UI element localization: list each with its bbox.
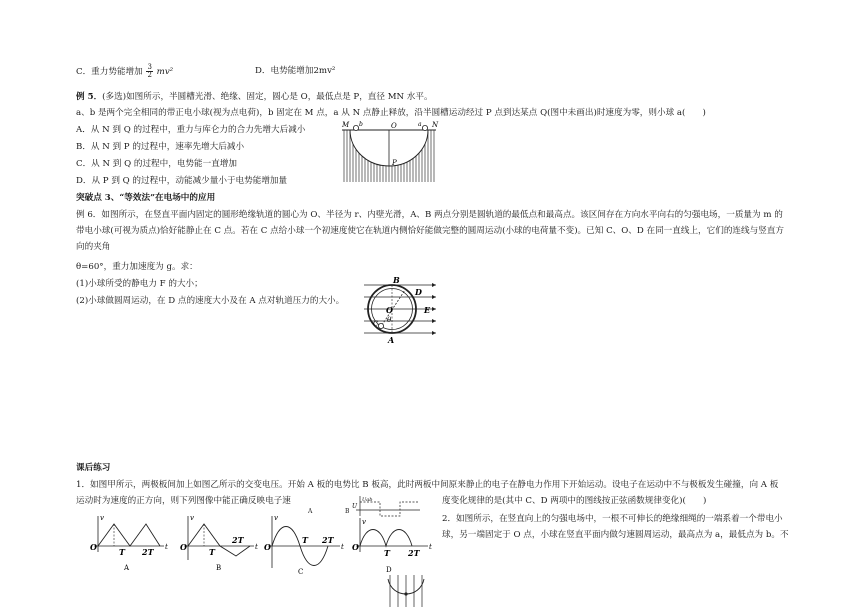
graph-c-v-label: v: [274, 514, 278, 522]
graph-d-origin: O: [352, 542, 359, 552]
label-n: N: [432, 121, 439, 129]
graph-a-caption: A: [124, 564, 130, 572]
example6-line4: θ=60°，重力加速度为 g。求：: [76, 262, 198, 272]
label-a: a: [418, 121, 422, 128]
practice-p2-line1: 2．如图所示，在竖直向上的匀强电场中，一根不可伸长的绝缘细绳的一端系着一个带电小: [442, 514, 783, 524]
label-a-bottom: A: [388, 335, 395, 345]
graph-c: [262, 512, 352, 582]
example5-option-d: D．从 P 到 Q 的过程中，动能减少量小于电势能增加量: [76, 176, 288, 186]
pendulum-ball: [404, 592, 407, 595]
graph-c-origin: O: [264, 542, 271, 552]
ball-b: [353, 125, 358, 130]
graph-d-2t-label: 2T: [408, 548, 420, 558]
example6-line1: 例 6．如图所示，在竖直平面内固定的圆形绝缘轨道的圆心为 O、半径为 r、内壁光滑，A、B 两点分别是圆轨道的最低点和最高点。该区间存在方向水平向右的匀强电场，一质量为 m 的: [76, 210, 783, 220]
label-c: C: [373, 320, 379, 328]
option-d-top: D．电势能增加2mv²: [255, 66, 336, 76]
practice-p2-line2: 球，另一端固定于 O 点，小球在竖直平面内做匀速圆周运动，最高点为 a，最低点为 b。不: [442, 530, 789, 540]
section3-heading: 突破点 3、“等效法”在电场中的应用: [76, 193, 216, 203]
plate-label-b: B: [345, 508, 350, 515]
graph-b-v-label: v: [190, 514, 194, 522]
ball-a: [422, 125, 427, 130]
graph-d-caption: D: [386, 566, 392, 574]
graph-a-curve: [98, 524, 160, 546]
graph-c-caption: C: [298, 568, 304, 576]
graph-b-axis-t: t: [255, 543, 258, 551]
graph-d-t-label: T: [384, 548, 390, 558]
label-b: b: [359, 121, 363, 128]
bottom-pendulum-figure: [380, 565, 430, 607]
graph-b: [178, 512, 268, 582]
example6-q2: (2)小球做圆周运动，在 D 点的速度大小及在 A 点对轨道压力的大小。: [76, 296, 345, 306]
label-o: O: [391, 122, 397, 130]
graph-a-origin: O: [90, 542, 97, 552]
label-theta: θ: [387, 316, 392, 324]
voltage-u-mark: U: [352, 503, 358, 510]
example6-line3: 向的夹角: [76, 242, 111, 252]
graph-b-origin: O: [180, 542, 187, 552]
graph-d-v-label: v: [362, 518, 366, 526]
example6-line2: 带电小球(可视为质点)恰好能静止在 C 点。若在 C 点给小球一个初速度使它在轨道内侧恰好能做完整的圆周运动(小球的电荷量不变)。已知 C、O、D 在同一直线上，它们的连线与竖直方: [76, 226, 784, 236]
graph-c-t-label: T: [302, 535, 308, 545]
graph-b-t-label: T: [209, 547, 215, 557]
graph-a-2t-label: 2T: [142, 547, 154, 557]
practice-p1-continued: 度变化规律的是(其中 C、D 两项中的图线按正弦函数规律变化)( ): [442, 496, 707, 506]
graph-a-axis-t: t: [165, 543, 168, 551]
example5-option-b: B．从 N 到 P 的过程中，速率先增大后减小: [76, 142, 245, 152]
label-b-top: B: [393, 275, 400, 285]
label-d: D: [415, 287, 422, 297]
label-o-center: O: [386, 305, 393, 315]
voltage-u-label: Uab: [362, 497, 373, 503]
plate-label-a: A: [308, 508, 313, 515]
semicircle-groove-figure: [340, 120, 440, 190]
example5-line2: a、b 是两个完全相同的带正电小球(视为点电荷)，b 固定在 M 点，a 从 N 点静止释放，沿半圆槽运动经过 P 点到达某点 Q(图中未画出)时速度为零，则小球 a( ): [76, 108, 706, 118]
graph-b-caption: B: [216, 564, 222, 572]
graph-c-axis-t: t: [341, 543, 344, 551]
graph-a-t-label: T: [119, 547, 125, 557]
pendulum-field-lines: [390, 575, 422, 607]
example5-option-a: A．从 N 到 Q 的过程中，重力与库仑力的合力先增大后减小: [76, 125, 306, 135]
practice-p1-line2: 运动时为速度的正方向，则下列图像中能正确反映电子速: [76, 496, 291, 506]
voltage-waveform: [360, 502, 418, 516]
label-m: M: [342, 121, 350, 129]
circular-track-figure: [362, 275, 442, 345]
graph-d-axis-t: t: [429, 543, 432, 551]
field-arrowheads: [432, 283, 436, 335]
ball-c: [378, 323, 383, 328]
fraction-three-halves: $\frac{3}{2}$: [147, 63, 152, 79]
graph-a: [88, 512, 178, 582]
graph-c-2t-label: 2T: [322, 535, 334, 545]
example5-option-c: C．从 N 到 Q 的过程中，电势能一直增加: [76, 159, 237, 169]
label-e: E: [424, 305, 431, 315]
graph-d: [350, 496, 442, 566]
graph-a-v-label: v: [100, 514, 104, 522]
practice-p1-line1: 1．如图甲所示，两极板间加上如图乙所示的交变电压。开始 A 板的电势比 B 板高，此时两板中间原来静止的电子在静电力作用下开始运动。设电子在运动中不与极板发生碰撞，向 A 板: [76, 480, 779, 490]
option-c-top: C．重力势能增加 $\frac{3}{2}$ mv²: [76, 63, 174, 79]
label-p: P: [392, 159, 397, 167]
practice-heading: 课后练习: [76, 463, 111, 473]
graph-b-2t-label: 2T: [232, 535, 244, 545]
example5-heading: 例 5．(多选)如图所示，半圆槽光滑、绝缘、固定，圆心是 O，最低点是 P，直径 MN 水平。: [76, 92, 433, 102]
graph-d-curve: [360, 530, 412, 547]
example6-q1: (1)小球所受的静电力 F 的大小；: [76, 279, 203, 289]
